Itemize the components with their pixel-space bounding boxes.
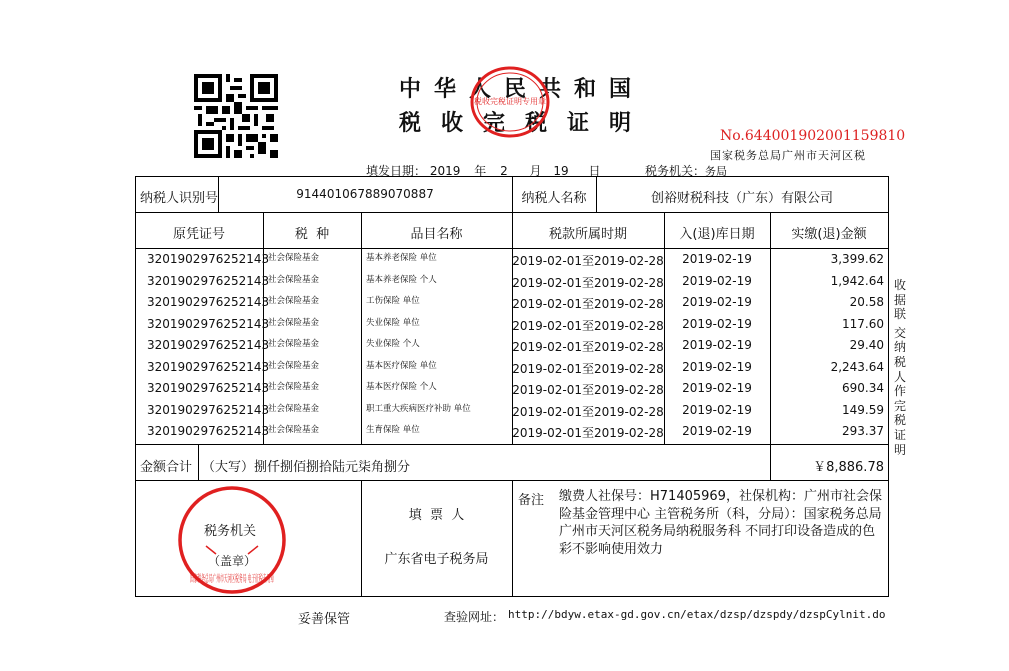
document-subtitle: 税 收 完 税 证 明 bbox=[398, 111, 631, 136]
keep-label: 妥善保管 bbox=[298, 612, 351, 627]
taxpayer-name-value: 创裕财税科技（广东）有限公司 bbox=[650, 191, 833, 206]
year-unit: 年 bbox=[474, 164, 487, 178]
verify-url-link[interactable]: http://bdyw.etax-gd.gov.cn/etax/dzsp/dzspdy/dzspCylnit.do bbox=[508, 608, 886, 621]
col-amount: 实缴(退)金额 bbox=[791, 227, 867, 242]
fill-day: 19 bbox=[553, 164, 569, 178]
side-vertical-text: 收 据 联 交 纳 税 人 作 完 税 证 明 bbox=[893, 278, 906, 457]
total-words: （大写）捌仟捌佰捌拾陆元柒角捌分 bbox=[202, 460, 411, 475]
center-seal-text: 税收完税证明专用章 bbox=[474, 97, 546, 106]
col-period: 税款所属时期 bbox=[548, 227, 627, 242]
fill-year: 2019 bbox=[429, 164, 461, 178]
center-seal bbox=[468, 64, 552, 140]
taxpayer-name-label: 纳税人名称 bbox=[521, 191, 587, 206]
month-unit: 月 bbox=[529, 164, 542, 178]
document-title: 中 华 人 民 共 和 国 bbox=[398, 77, 631, 102]
agency-seal-label: （盖章） bbox=[208, 554, 257, 568]
agency-label: 税务机关 bbox=[204, 524, 257, 539]
taxpayer-id-label: 纳税人识别号 bbox=[140, 191, 219, 206]
filler-value: 广东省电子税务局 bbox=[384, 552, 489, 567]
filler-label: 填 票 人 bbox=[408, 508, 465, 523]
col-item: 品目名称 bbox=[410, 227, 463, 242]
agency-seal-text: 国家税务总局广州市天河区税务局 电子征税专用章 bbox=[190, 574, 414, 585]
fill-date-label: 填发日期： bbox=[366, 164, 427, 178]
tax-office-label: 税务机关： bbox=[645, 164, 706, 178]
serial-number: No.644001902001159810 bbox=[720, 128, 906, 144]
total-amount: ￥8,886.78 bbox=[813, 460, 884, 475]
col-date: 入(退)库日期 bbox=[679, 227, 755, 242]
taxpayer-id-value: 914401067889070887 bbox=[296, 187, 434, 201]
verify-label: 查验网址： bbox=[444, 610, 505, 624]
day-unit: 日 bbox=[588, 164, 601, 178]
qr-code bbox=[194, 74, 278, 158]
issuer-office: 国家税务总局广州市天河区税 bbox=[710, 149, 866, 162]
agency-seal bbox=[176, 484, 414, 596]
fill-month: 2 bbox=[500, 164, 508, 178]
col-tax-type: 税 种 bbox=[294, 227, 330, 242]
col-voucher: 原凭证号 bbox=[172, 227, 225, 242]
remark-label: 备注 bbox=[518, 493, 545, 508]
total-label: 金额合计 bbox=[140, 460, 193, 475]
remark-text: 缴费人社保号：H71405969，社保机构：广州市社会保险基金管理中心 主管税务所（科，分局）：国家税务总局广州市天河区税务局纳税服务科 不同打印设备造成的色彩不影响使用效力 bbox=[559, 489, 882, 557]
tax-office-value: 务局 bbox=[705, 165, 728, 178]
